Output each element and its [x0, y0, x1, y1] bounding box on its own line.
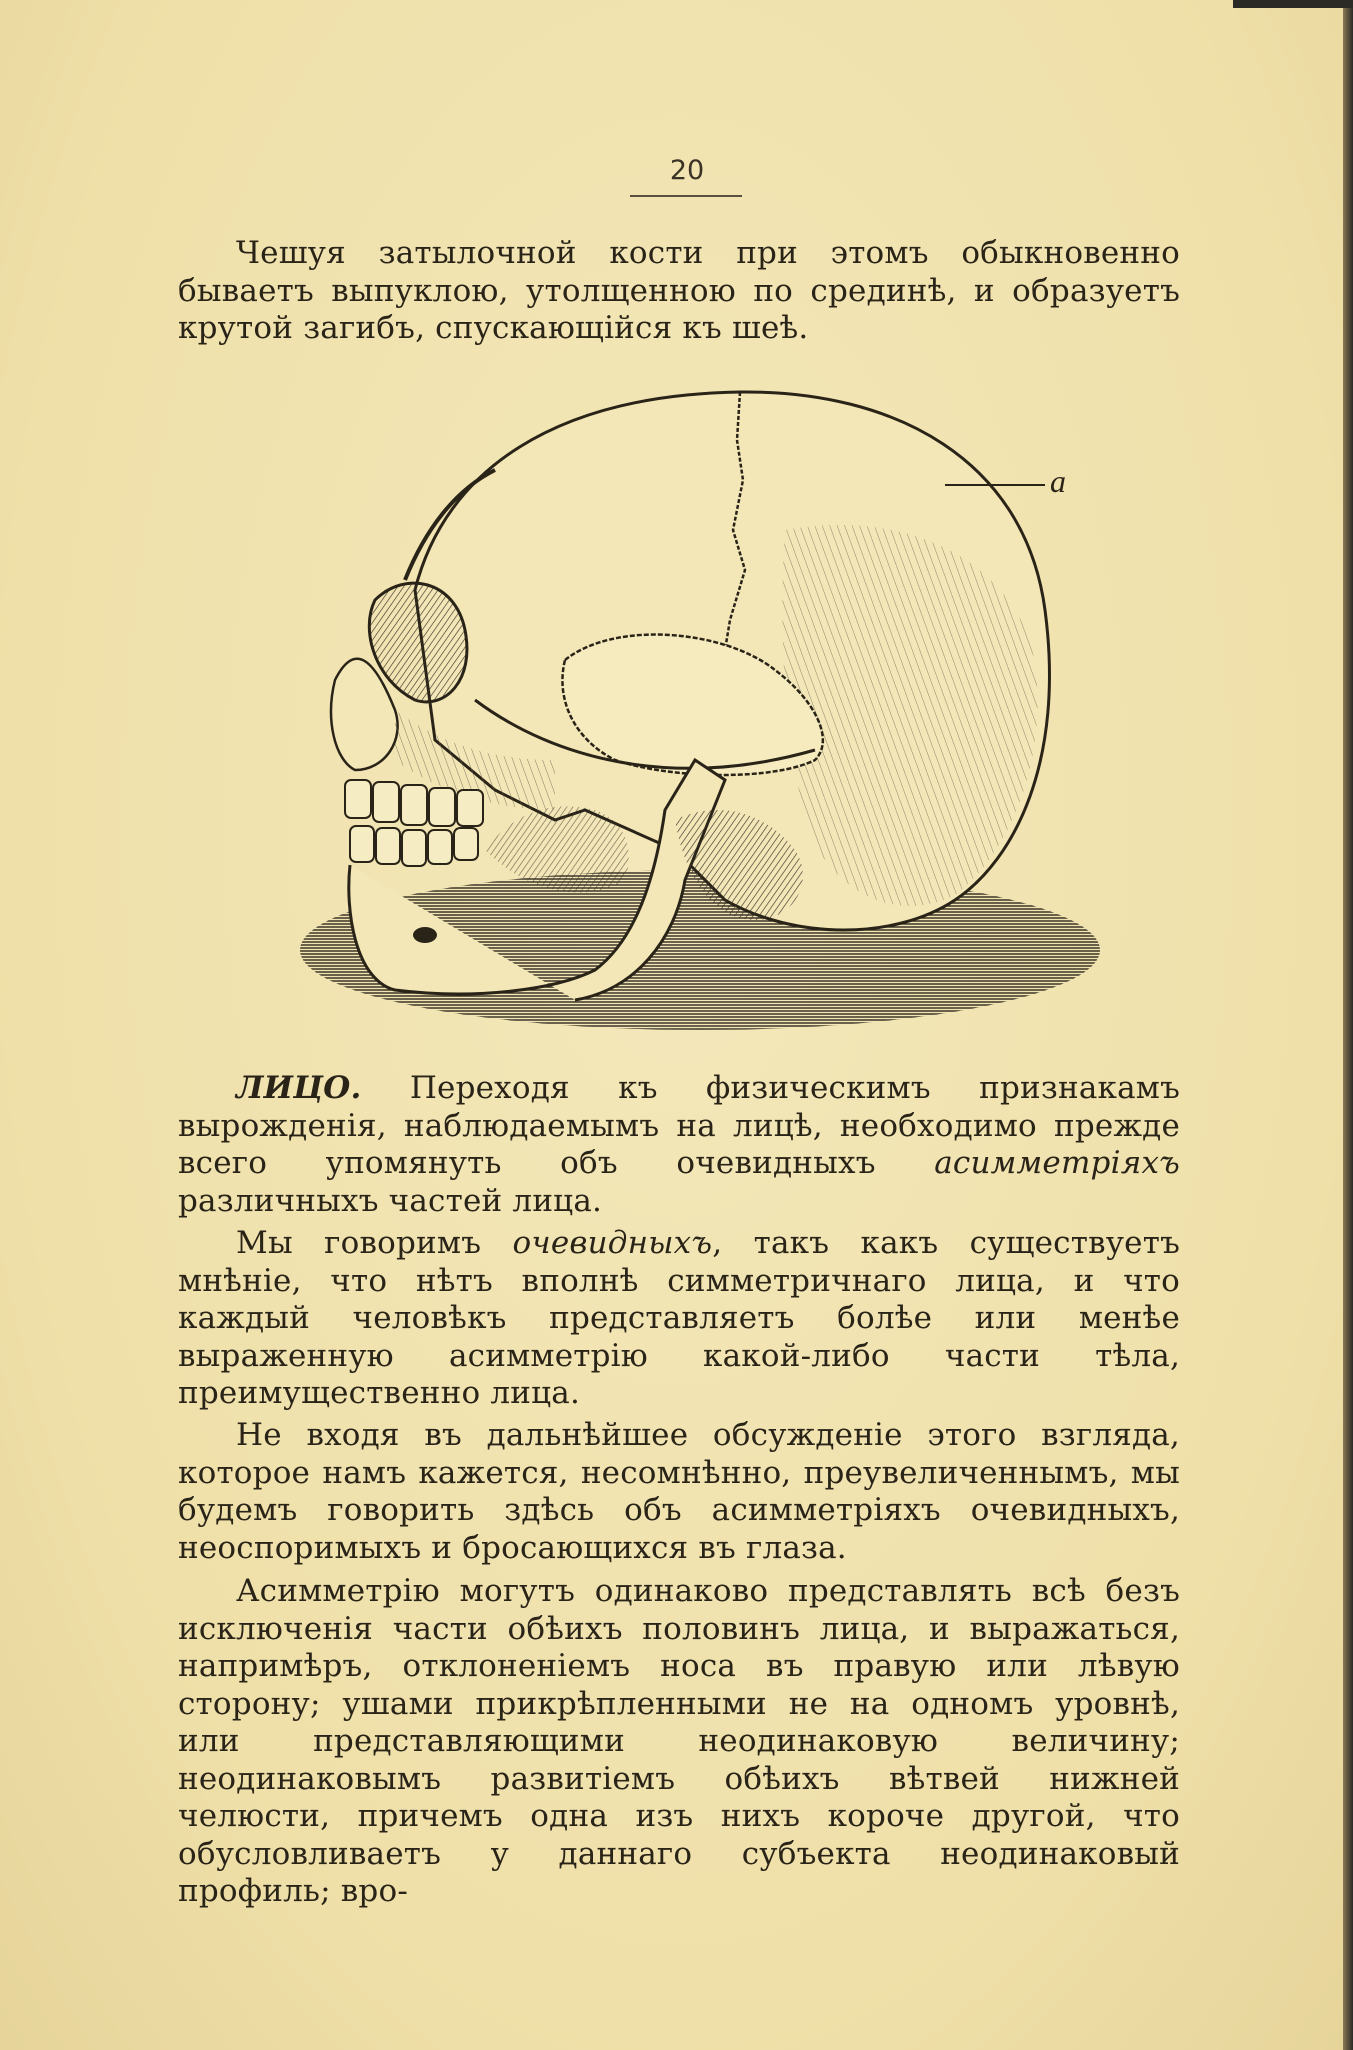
- page-edge-shadow: [1343, 0, 1353, 2050]
- page-number: 20: [669, 155, 705, 186]
- emphasis-obvious: очевидныхъ: [512, 1225, 713, 1261]
- section-lead-face: ЛИЦО.: [236, 1070, 362, 1106]
- paragraph-occipital: Чешуя затылочной кости при этомъ обыкновенно бываетъ выпуклою, утолщенною по срединѣ, и образуетъ крутой загибъ, спускающійся къ шеѣ.: [178, 235, 1180, 346]
- paragraph-discussion: Не входя въ дальнѣйшее обсужденіе этого взгляда, которое намъ кажется, несомнѣнно, преувеличеннымъ, мы будемъ говорить здѣсь объ асимметріяхъ очевидныхъ, неоспоримыхъ и бросающихся въ глаза.: [178, 1417, 1180, 1566]
- text-run: Мы говоримъ: [236, 1225, 513, 1261]
- page-number-rule: [630, 195, 742, 197]
- paragraph-obvious: [178, 1225, 1180, 1413]
- text-run: различныхъ частей лица.: [178, 1182, 603, 1219]
- emphasis-asymmetry: асимметріяхъ: [934, 1145, 1180, 1181]
- skull-illustration: [255, 380, 1105, 1030]
- text-run: Переходя къ физическимъ признакамъ вырожденія, наблюдаемымъ на лицѣ, необходимо прежде всего упомянуть объ очевидныхъ: [178, 1070, 1180, 1181]
- figure-label-a: a: [1050, 463, 1066, 499]
- text-run: , такъ какъ существуетъ мнѣніе, что нѣтъ вполнѣ симметричнаго лица, и что каждый человѣкъ представляетъ болѣе или менѣе выраженную асимметрію какой-либо части тѣла, преимущественно лица.: [178, 1225, 1180, 1411]
- skull-profile-icon: [255, 380, 1105, 1030]
- paragraph-asymmetry-examples: Асимметрію могутъ одинаково представлять всѣ безъ исключенія части обѣихъ половинъ лица, и выражаться, напримѣръ, отклоненіемъ носа въ правую или лѣвую сторону; ушами прикрѣпленными не на одномъ уровнѣ, или представляющими неодинаковую величину; неодинаковымъ развитіемъ обѣихъ вѣтвей нижней челюсти, причемъ одна изъ нихъ короче другой, что обусловливаетъ у даннаго субъекта неодинаковый профиль; вро-: [178, 1573, 1180, 1909]
- page-corner-shadow: [1233, 0, 1353, 8]
- paragraph-face-intro: [178, 1070, 1180, 1220]
